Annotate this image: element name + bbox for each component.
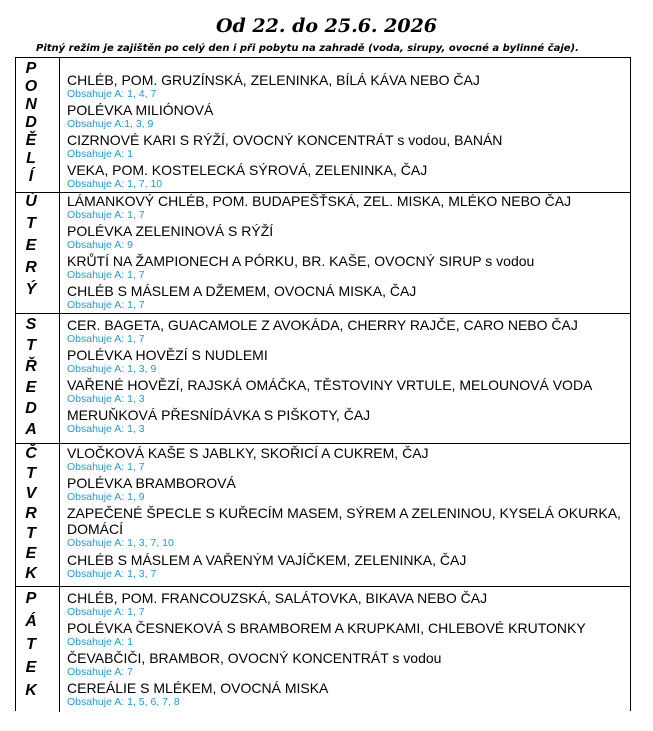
day-row-friday: [16, 586, 630, 712]
day-label-friday: [16, 587, 60, 712]
meal-name: CIZRNOVÉ KARI S RÝŽÍ, OVOCNÝ KONCENTRÁT s vodou, BANÁN: [67, 132, 503, 148]
meal-item: [67, 162, 627, 190]
day-row-thursday: [16, 443, 630, 586]
meal-item: [67, 377, 627, 405]
day-letter: E: [25, 237, 37, 254]
day-letter: E: [25, 659, 37, 676]
meal-name: LÁMANKOVÝ CHLÉB, POM. BUDAPEŠŤSKÁ, ZEL. MISKA, MLÉKO NEBO ČAJ: [67, 193, 572, 209]
day-letter: D: [25, 114, 37, 131]
meal-item: [67, 193, 627, 221]
day-letter: R: [25, 259, 37, 276]
day-row-tuesday: [16, 192, 630, 313]
meal-item: [67, 253, 627, 281]
day-label-monday: [16, 58, 60, 192]
meal-item: [67, 505, 627, 549]
day-label-wednesday: [16, 314, 60, 443]
day-label-tuesday: [16, 193, 60, 313]
meal-item: [67, 590, 627, 618]
day-letter: Ý: [25, 281, 37, 298]
meal-allergens: Obsahuje A: 1, 9: [67, 491, 145, 503]
meal-item: [67, 223, 627, 251]
day-letter: Ř: [25, 358, 37, 375]
meal-allergens: Obsahuje A: 1, 3, 7, 10: [67, 537, 174, 549]
day-letter: K: [25, 682, 37, 699]
meal-name: CHLÉB, POM. GRUZÍNSKÁ, ZELENINKA, BÍLÁ KÁVA NEBO ČAJ: [67, 72, 480, 88]
meal-allergens: Obsahuje A: 1, 3, 9: [67, 363, 157, 375]
meal-name: POLÉVKA HOVĚZÍ S NUDLEMI: [67, 347, 268, 363]
meal-name: VEKA, POM. KOSTELECKÁ SÝROVÁ, ZELENINKA, ČAJ: [67, 162, 428, 178]
meal-name: MERUŇKOVÁ PŘESNÍDÁVKA S PIŠKOTY, ČAJ: [67, 407, 371, 423]
day-row-monday: [16, 58, 630, 192]
meal-name: KRŮTÍ NA ŽAMPIONECH A PÓRKU, BR. KAŠE, OVOCNÝ SIRUP s vodou: [67, 253, 535, 269]
day-label-thursday: [16, 444, 60, 586]
meal-allergens: Obsahuje A: 1, 7: [67, 209, 145, 221]
day-letter: S: [25, 316, 37, 333]
meal-allergens: Obsahuje A: 1, 7: [67, 333, 145, 345]
meal-name: VAŘENÉ HOVĚZÍ, RAJSKÁ OMÁČKA, TĚSTOVINY VRTULE, MELOUNOVÁ VODA: [67, 377, 593, 393]
meal-allergens: Obsahuje A: 9: [67, 239, 133, 251]
meal-item: [67, 475, 627, 503]
day-letter: D: [25, 400, 37, 417]
meal-allergens: Obsahuje A: 1, 5, 6, 7, 8: [67, 696, 180, 708]
day-letter: Í: [28, 168, 34, 185]
meal-name: CER. BAGETA, GUACAMOLE Z AVOKÁDA, CHERRY RAJČE, CARO NEBO ČAJ: [67, 317, 578, 333]
meal-allergens: Obsahuje A: 1, 7, 10: [67, 178, 163, 190]
meal-item: [67, 650, 627, 678]
meal-name: VLOČKOVÁ KAŠE S JABLKY, SKOŘICÍ A CUKREM, ČAJ: [67, 445, 429, 461]
day-letter: Č: [25, 445, 37, 462]
meal-name: CHLÉB S MÁSLEM A VAŘENÝM VAJÍČKEM, ZELENINKA, ČAJ: [67, 552, 467, 568]
meal-item: [67, 347, 627, 375]
drinking-note: Pitný režim je zajištěn po celý den i při pobytu na zahradě (voda, sirupy, ovocné a bylinné čaje).: [36, 43, 579, 54]
day-letter: R: [25, 505, 37, 522]
day-letter: E: [25, 545, 37, 562]
meal-allergens: Obsahuje A: 1: [67, 636, 133, 648]
day-letter: T: [26, 525, 36, 542]
day-letter: V: [25, 485, 37, 502]
meal-allergens: Obsahuje A: 1, 7: [67, 299, 145, 311]
day-letter: Á: [25, 613, 37, 630]
meal-name: ČEVABČIČI, BRAMBOR, OVOCNÝ KONCENTRÁT s vodou: [67, 650, 442, 666]
meal-allergens: Obsahuje A: 1, 3: [67, 393, 145, 405]
meal-item: [67, 620, 627, 648]
meal-name: ZAPEČENÉ ŠPECLE S KUŘECÍM MASEM, SÝREM A ZELENINOU, KYSELÁ OKURKA, DOMÁCÍ: [67, 505, 621, 537]
day-letter: L: [26, 150, 36, 167]
day-row-wednesday: [16, 313, 630, 443]
day-letter: P: [25, 60, 37, 77]
meal-allergens: Obsahuje A: 7: [67, 666, 133, 678]
meal-name: CHLÉB S MÁSLEM A DŽEMEM, OVOCNÁ MISKA, ČAJ: [67, 283, 417, 299]
weekly-menu-table: [15, 57, 631, 711]
meal-allergens: Obsahuje A: 1, 7: [67, 269, 145, 281]
meal-name: CEREÁLIE S MLÉKEM, OVOCNÁ MISKA: [67, 680, 329, 696]
day-letter: Ě: [25, 132, 37, 149]
meal-allergens: Obsahuje A: 1, 7: [67, 461, 145, 473]
day-letter: T: [26, 636, 36, 653]
day-letter: O: [24, 78, 38, 95]
meal-name: POLÉVKA MILIÓNOVÁ: [67, 102, 214, 118]
meal-item: [67, 407, 627, 435]
page-title: Od 22. do 25.6. 2026: [215, 15, 438, 37]
meal-allergens: Obsahuje A: 1, 3: [67, 423, 145, 435]
meal-allergens: Obsahuje A: 1, 3, 7: [67, 568, 157, 580]
meal-name: CHLÉB, POM. FRANCOUZSKÁ, SALÁTOVKA, BIKAVA NEBO ČAJ: [67, 590, 488, 606]
day-letter: A: [25, 421, 37, 438]
day-letter: Ú: [25, 193, 37, 210]
day-letter: T: [26, 215, 36, 232]
day-letter: N: [25, 96, 37, 113]
meal-item: [67, 72, 627, 100]
day-letter: T: [26, 337, 36, 354]
meal-item: [67, 552, 627, 580]
meal-item: [67, 102, 627, 130]
meal-item: [67, 283, 627, 311]
day-letter: K: [25, 565, 37, 582]
day-letter: P: [25, 590, 37, 607]
meal-allergens: Obsahuje A: 1, 7: [67, 606, 145, 618]
meal-item: [67, 132, 627, 160]
meal-name: POLÉVKA BRAMBOROVÁ: [67, 475, 236, 491]
meal-item: [67, 317, 627, 345]
meal-item: [67, 445, 627, 473]
meal-allergens: Obsahuje A:1, 3, 9: [67, 118, 154, 130]
meal-item: [67, 680, 627, 708]
day-letter: T: [26, 465, 36, 482]
day-letter: E: [25, 379, 37, 396]
meal-name: POLÉVKA ZELENINOVÁ S RÝŽÍ: [67, 223, 274, 239]
meal-name: POLÉVKA ČESNEKOVÁ S BRAMBOREM A KRUPKAMI, CHLEBOVÉ KRUTONKY: [67, 620, 586, 636]
meal-allergens: Obsahuje A: 1, 4, 7: [67, 88, 157, 100]
meal-allergens: Obsahuje A: 1: [67, 148, 133, 160]
